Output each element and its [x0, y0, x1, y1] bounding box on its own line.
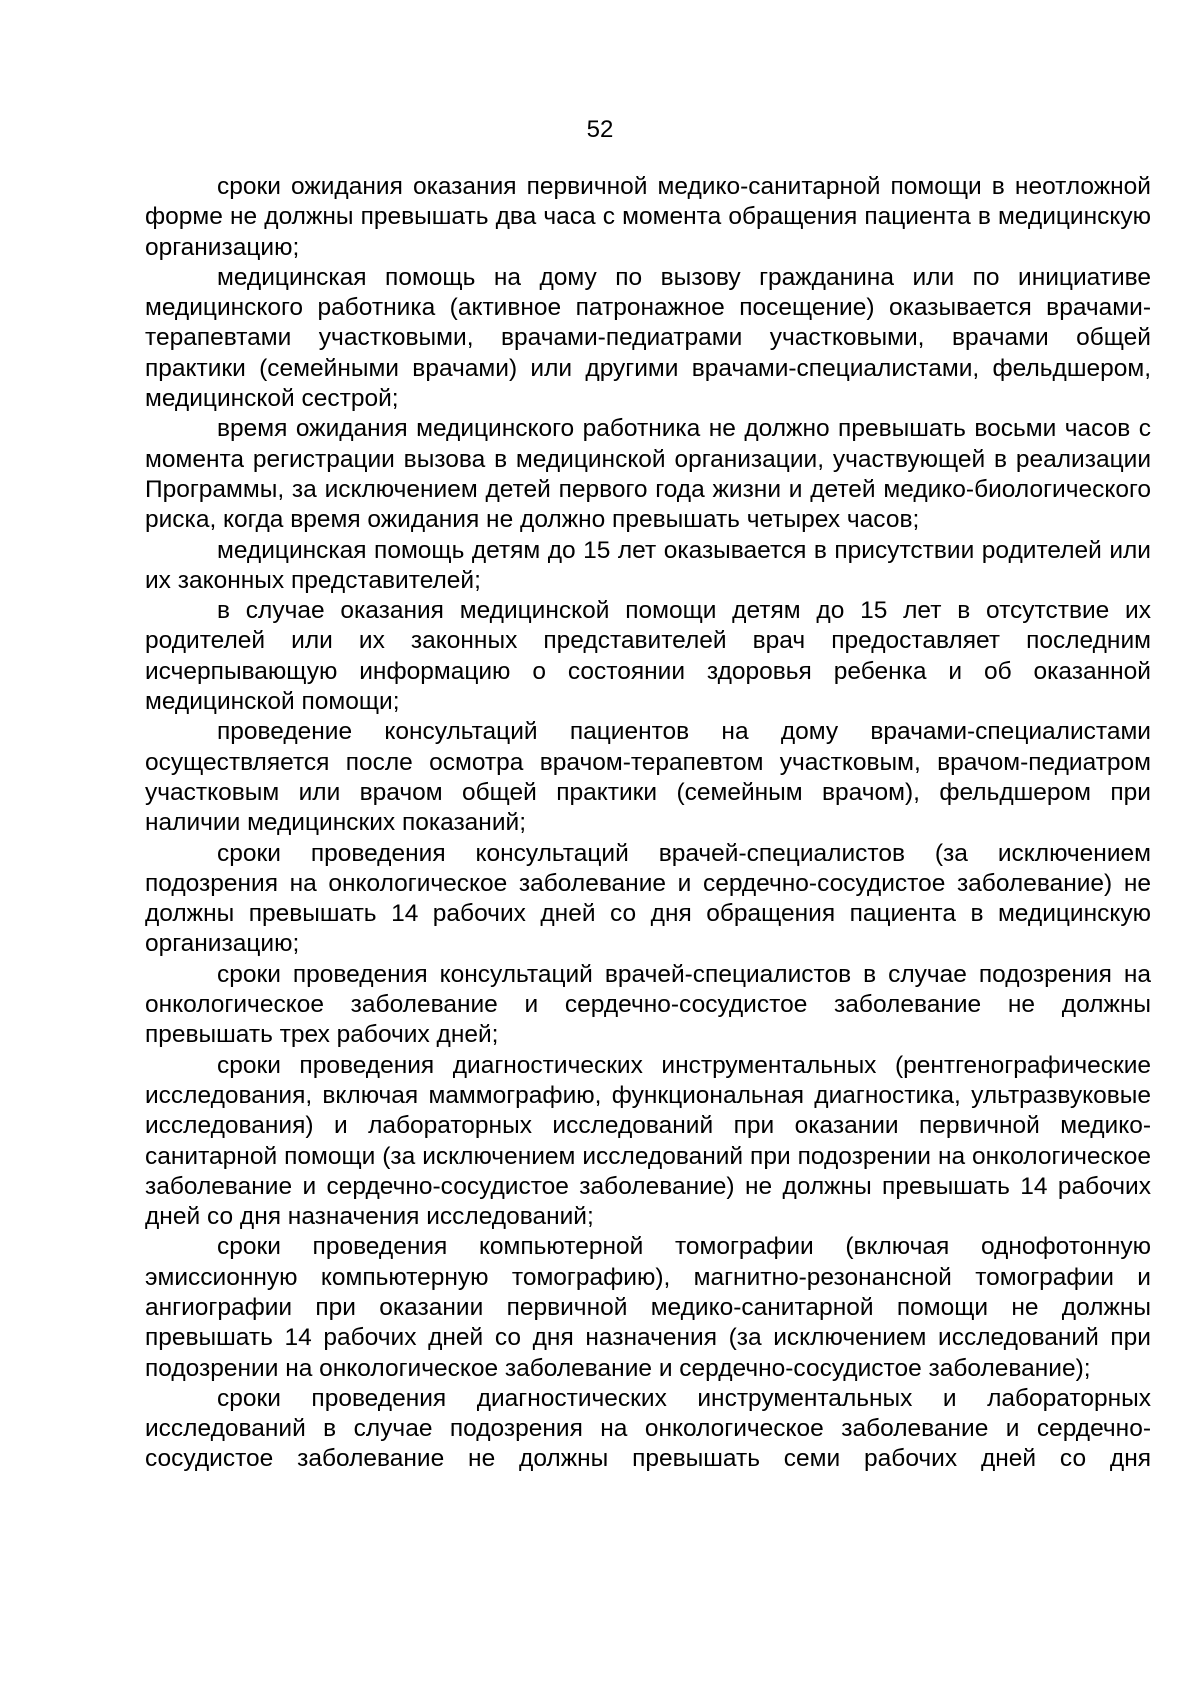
- paragraph: проведение консультаций пациентов на дому врачами-специалистами осуществляется после осмотра врачом-терапевтом участковым, врачом-педиатром участковым или врачом общей практики (семейным врачом), фельдшером при наличии медицинских показаний;: [145, 718, 1151, 837]
- document-body: [145, 172, 1151, 1475]
- paragraph: медицинская помощь на дому по вызову гражданина или по инициативе медицинского работника (активное патронажное посещение) оказывается врачами-терапевтами участковыми, врачами-педиатрами участковыми, врачами общей практики (семейными врачами) или другими врачами-специалистами, фельдшером, медицинской сестрой;: [145, 263, 1151, 413]
- paragraph: сроки проведения диагностических инструментальных и лабораторных исследований в случае подозрения на онкологическое заболевание и сердечно-сосудистое заболевание не должны превышать семи рабочих дней со дня: [145, 1384, 1151, 1473]
- page-number: 52: [586, 116, 614, 143]
- paragraph: сроки проведения консультаций врачей-специалистов в случае подозрения на онкологическое заболевание и сердечно-сосудистое заболевание не должны превышать трех рабочих дней;: [145, 960, 1151, 1049]
- paragraph: медицинская помощь детям до 15 лет оказывается в присутствии родителей или их законных представителей;: [145, 536, 1151, 594]
- paragraph: сроки проведения компьютерной томографии (включая однофотонную эмиссионную компьютерную томографию), магнитно-резонансной томографии и ангиографии при оказании первичной медико-санитарной помощи не должны превышать 14 рабочих дней со дня назначения (за исключением исследований при подозрении на онкологическое заболевание и сердечно-сосудистое заболевание);: [145, 1233, 1151, 1382]
- paragraph: сроки проведения диагностических инструментальных (рентгенографические исследования, включая маммографию, функциональная диагностика, ультразвуковые исследования) и лабораторных исследований при оказании первичной медико-санитарной помощи (за исключением исследований при подозрении на онкологическое заболевание и сердечно-сосудистое заболевание) не должны превышать 14 рабочих дней со дня назначения исследований;: [145, 1051, 1151, 1231]
- paragraph: в случае оказания медицинской помощи детям до 15 лет в отсутствие их родителей или их законных представителей врач предоставляет последним исчерпывающую информацию о состоянии здоровья ребенка и об оказанной медицинской помощи;: [145, 597, 1151, 716]
- paragraph: время ожидания медицинского работника не должно превышать восьми часов с момента регистрации вызова в медицинской организации, участвующей в реализации Программы, за исключением детей первого года жизни и детей медико-биологического риска, когда время ожидания не должно превышать четырех часов;: [145, 415, 1151, 534]
- paragraph: сроки ожидания оказания первичной медико-санитарной помощи в неотложной форме не должны превышать два часа с момента обращения пациента в медицинскую организацию;: [145, 173, 1151, 261]
- paragraph: сроки проведения консультаций врачей-специалистов (за исключением подозрения на онкологическое заболевание и сердечно-сосудистое заболевание) не должны превышать 14 рабочих дней со дня обращения пациента в медицинскую организацию;: [145, 839, 1151, 958]
